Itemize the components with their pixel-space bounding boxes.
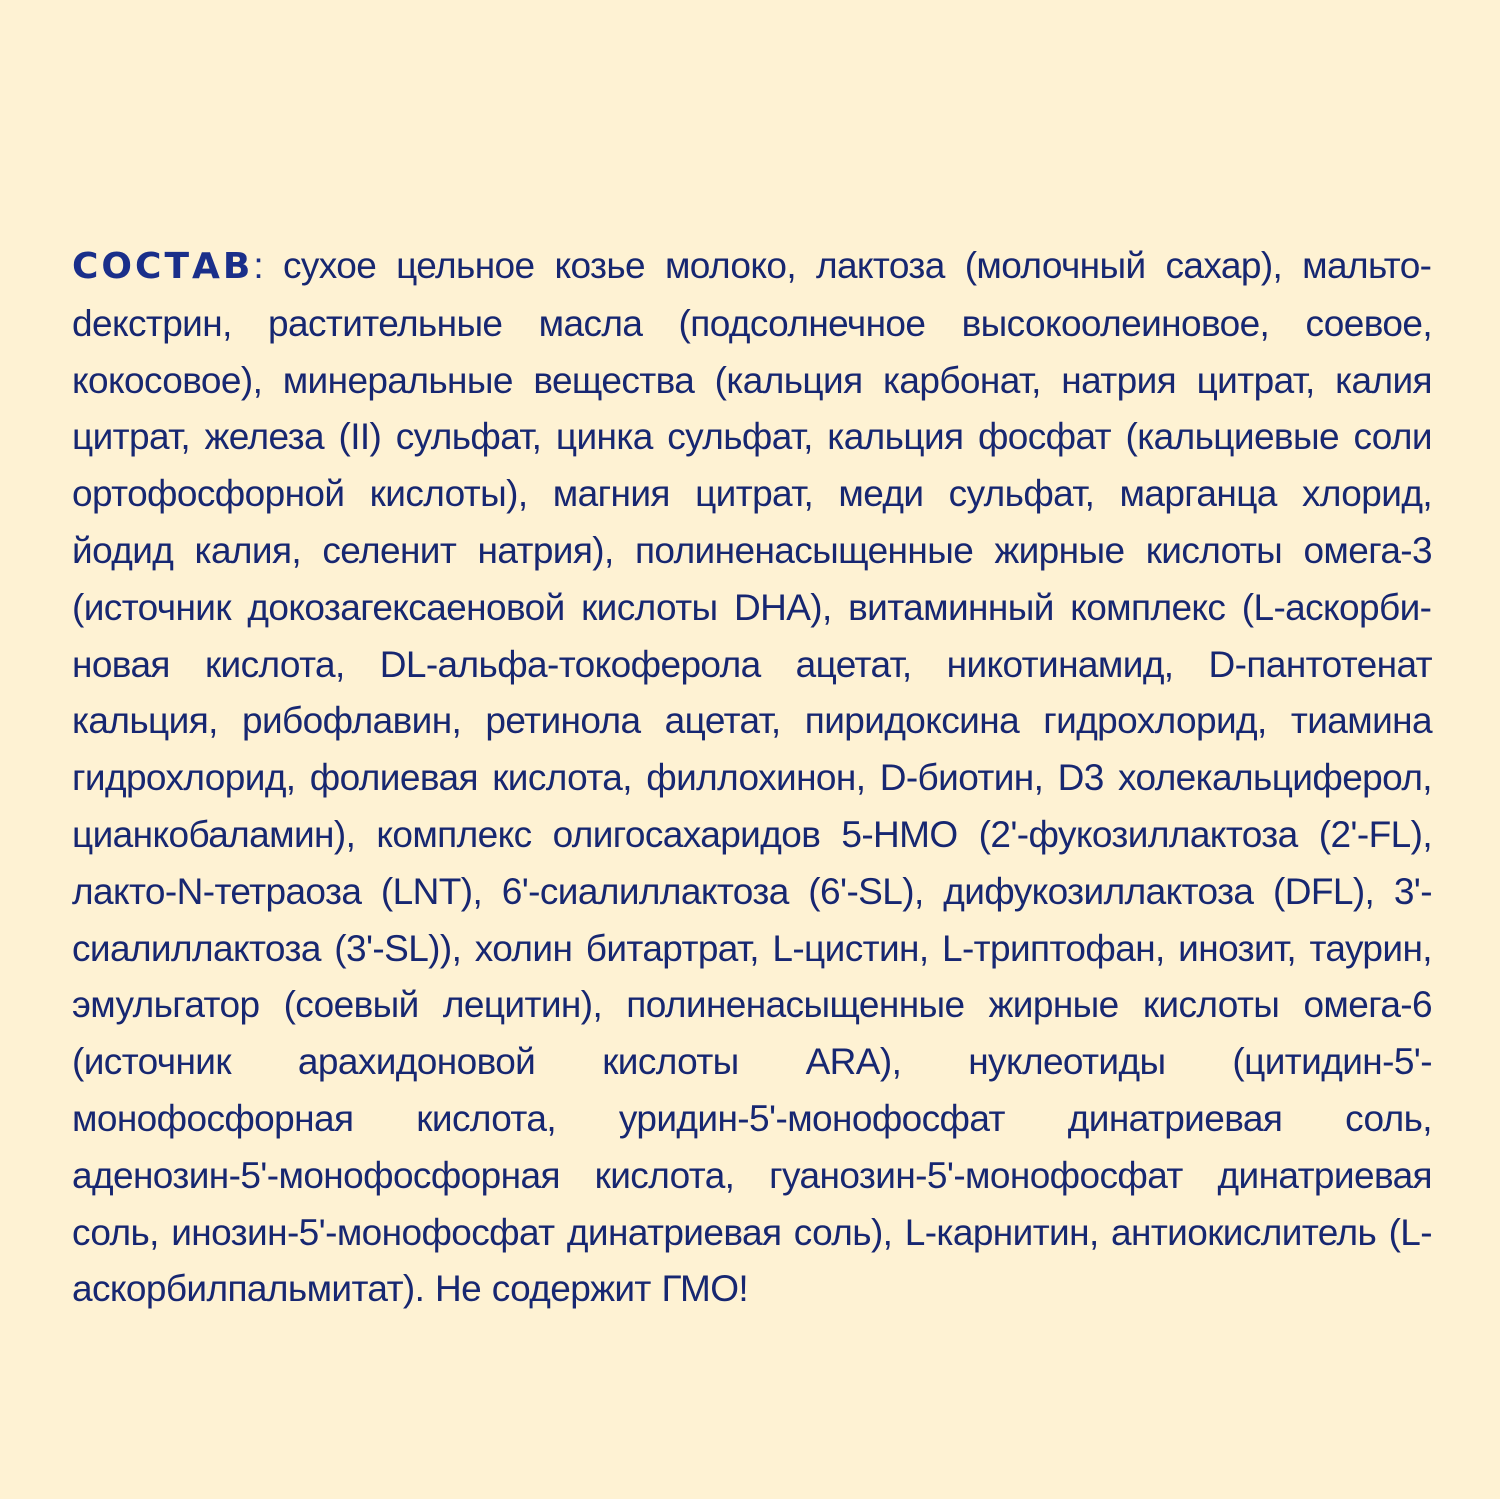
composition-text [72,238,1432,1318]
composition-heading: СОСТАВ [72,246,254,287]
ingredients-list: сухое цельное козье молоко, лактоза (молочный сахар), мальтоdекстрин, растительные масла (подсолнечное высокоолеиновое, соевое, кокосовое), минеральные вещества (кальция карбонат, натрия цитрат, калия цитрат, железа (II) сульфат, цинка сульфат, кальция фосфат (кальциевые соли ортофосфорной кислоты), магния цитрат, меди сульфат, марганца хлорид, йодид калия, селенит натрия), полиненасыщенные жирные кислоты омега-3 (источник докозагексаеновой кислоты DHA), витаминный комплекс (L-аскорбиновая кислота, DL-альфа-токоферола ацетат, никотинамид, D-пантотенат кальция, рибофлавин, ретинола ацетат, пиридоксина гидрохлорид, тиамина гидрохлорид, фолиевая кислота, филлохинон, D-биотин, D3 холекальциферол, цианкобаламин), комплекс олигосахаридов 5-HMO (2'-фукозиллактоза (2'-FL), лакто-N-тетраоза (LNT), 6'-сиалиллактоза (6'-SL), дифукозиллактоза (DFL), 3'-сиалиллактоза (3'-SL)), холин битартрат, L-цистин, L-триптофан, инозит, таурин, эмульгатор (соевый лецитин), полиненасыщенные жирные кислоты омега-6 (источник арахидоновой кислоты ARA), нуклеотиды (цитидин-5'-монофосфорная кислота, уридин-5'-монофосфат динатриевая соль, аденозин-5'-монофосфорная кислота, гуанозин-5'-монофосфат динатриевая соль, инозин-5'-монофосфат динатриевая соль), L-карнитин, антиокислитель (L-аскорбилпальмитат). Не содержит ГМО! [72,245,1432,1310]
heading-separator: : [253,245,263,286]
